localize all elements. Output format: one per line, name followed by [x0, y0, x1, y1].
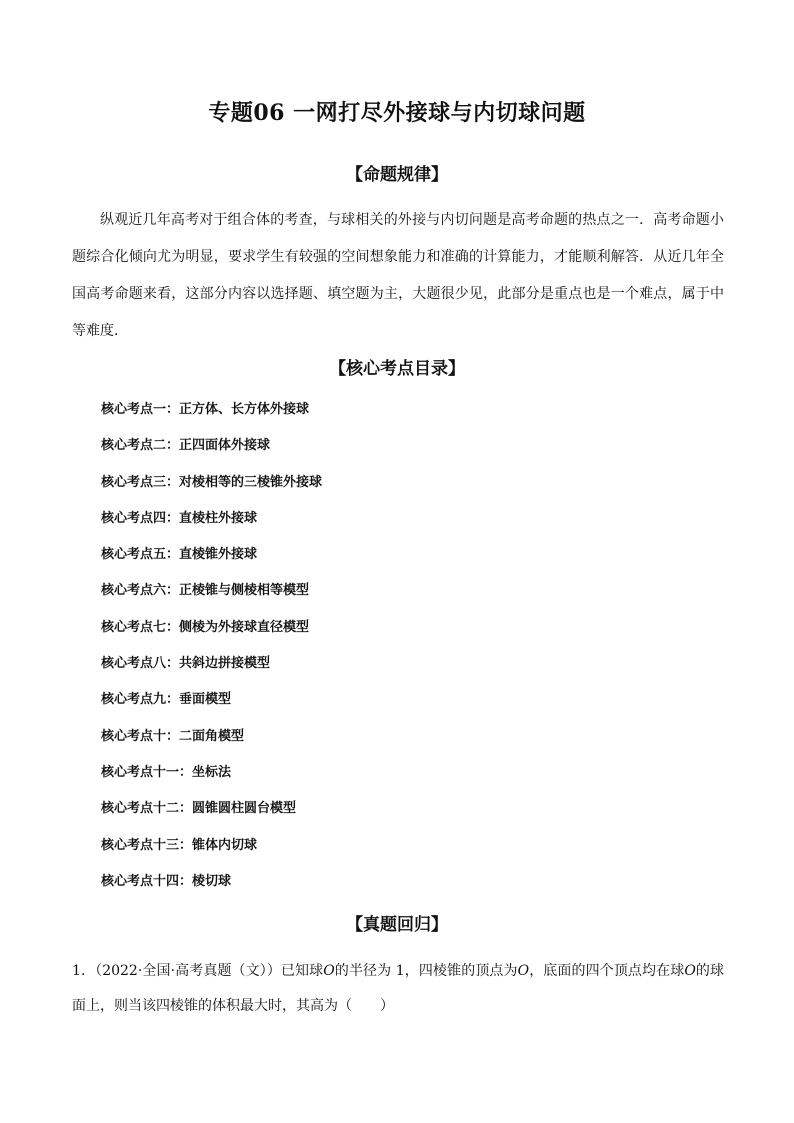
question-source: （2022·全国·高考真题（文）） [95, 963, 281, 979]
section-heading-toc: 【核心考点目录】 [329, 359, 465, 379]
toc-item: 核心考点九：垂面模型 [101, 692, 232, 708]
toc-item: 核心考点十二：圆锥圆柱圆台模型 [101, 801, 297, 817]
toc-item: 核心考点十三：锥体内切球 [101, 837, 258, 853]
toc-item: 核心考点十一：坐标法 [101, 764, 232, 780]
variable-o: O [323, 963, 335, 979]
variable-o: O [684, 963, 696, 979]
toc-item: 核心考点七：侧棱为外接球直径模型 [101, 619, 310, 635]
question-text: 已知球 [280, 963, 324, 979]
section-heading-rules: 【命题规律】 [346, 165, 448, 185]
question-text: 的半径为 1，四棱锥的顶点为 [334, 963, 518, 979]
variable-o: O [517, 963, 530, 979]
question-text: ，底面的四个顶点均在球 [529, 963, 685, 979]
toc-item: 核心考点六：正棱锥与侧棱相等模型 [101, 583, 310, 599]
toc-item: 核心考点三：对棱相等的三棱锥外接球 [101, 474, 323, 490]
page-title: 专题06 一网打尽外接球与内切球问题 [208, 100, 586, 126]
section-heading-review: 【真题回归】 [346, 915, 448, 935]
toc-item: 核心考点十：二面角模型 [101, 728, 245, 744]
toc-item: 核心考点一：正方体、长方体外接球 [101, 402, 310, 417]
question-text: 的球面上，则当该四棱锥的体积最大时，其高为（ ） [72, 963, 725, 1014]
question-number: 1． [72, 963, 96, 979]
toc-item: 核心考点四：直棱柱外接球 [101, 510, 258, 526]
toc-item: 核心考点二：正四面体外接球 [101, 438, 271, 454]
core-topics-list [101, 398, 322, 906]
toc-item: 核心考点八：共斜边拼接模型 [101, 656, 271, 672]
question-1 [72, 954, 724, 1024]
toc-item: 核心考点十四：棱切球 [101, 873, 232, 889]
intro-paragraph: 纵观近几年高考对于组合体的考查，与球相关的外接与内切问题是高考命题的热点之一．高考命题小题综合化倾向尤为明显，要求学生有较强的空间想象能力和准确的计算能力，才能顺利解答．从近几年全国高考命题来看，这部分内容以选择题、填空题为主，大题很少见，此部分是重点也是一个难点，属于中等难度． [72, 212, 724, 339]
toc-item: 核心考点五：直棱锥外接球 [101, 547, 258, 563]
